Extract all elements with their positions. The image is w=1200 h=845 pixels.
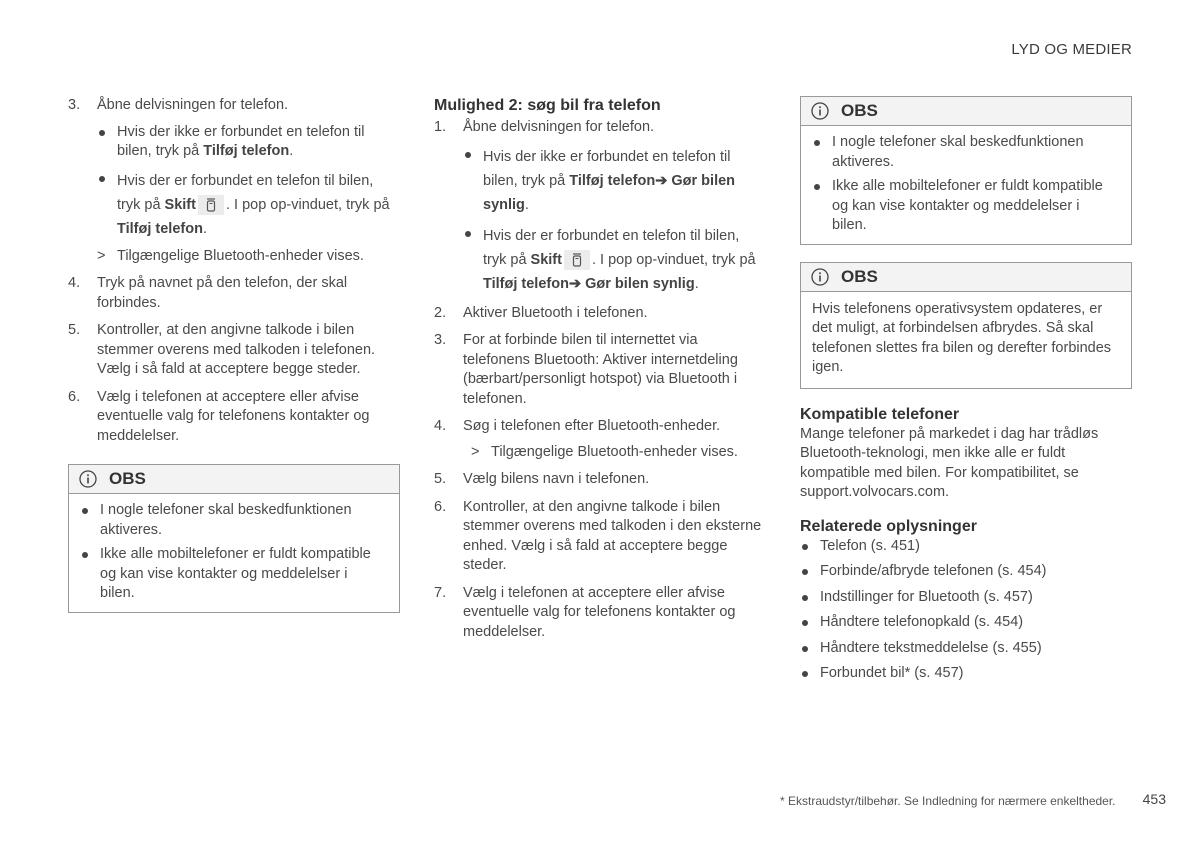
section-header: LYD OG MEDIER xyxy=(1011,41,1132,58)
step-6 xyxy=(434,498,766,576)
note-list xyxy=(80,501,385,604)
note-text: Hvis telefonens operativsystem opdateres, er det muligt, at forbindelsen afbrydes. Så skal telefonen slettes fra bilen og derefter forbindes igen. xyxy=(812,300,1112,375)
section-heading: Relaterede oplysninger xyxy=(800,517,977,535)
list-item: Hvis der ikke er forbundet en telefon til bilen, tryk på Tilføj telefon➔ Gør bilen synlig. xyxy=(463,145,766,217)
ui-term-switch: Skift xyxy=(164,196,196,213)
ui-term-add-phone: Tilføj telefon xyxy=(117,220,203,237)
step-3 xyxy=(68,96,400,266)
step-text: Aktiver Bluetooth i telefonen. xyxy=(463,304,648,321)
step-5 xyxy=(434,470,766,490)
arrow-icon: ➔ xyxy=(655,172,668,189)
step-4 xyxy=(68,274,400,313)
info-icon xyxy=(79,470,97,488)
list-item: Ikke alle mobiltelefoner er fuldt kompatible og kan vise kontakter og meddelelser i bilen. xyxy=(812,177,1117,236)
section-heading: Kompatible telefoner xyxy=(800,405,960,423)
note-label: OBS xyxy=(841,101,878,120)
note-header xyxy=(69,465,399,494)
list-item: Hvis der er forbundet en telefon til bilen, tryk på Skift . I pop op-vinduet, tryk på Tilføj telefon. xyxy=(97,169,400,241)
footnote: * Ekstraudstyr/tilbehør. Se Indledning for nærmere enkeltheder. xyxy=(780,794,1116,808)
related-link[interactable]: Forbundet bil* (s. 457) xyxy=(800,664,1132,684)
step-3-bullets xyxy=(97,123,400,241)
info-icon xyxy=(811,268,829,286)
list-item: Ikke alle mobiltelefoner er fuldt kompatible og kan vise kontakter og meddelelser i bilen. xyxy=(80,545,385,604)
related-link[interactable]: Forbinde/afbryde telefonen (s. 454) xyxy=(800,562,1132,582)
info-icon xyxy=(811,102,829,120)
step-text: Kontroller, at den angivne talkode i bilen stemmer overens med talkoden i den eksterne enhed. Vælg i så fald at acceptere begge steder. xyxy=(463,498,762,573)
step-text: Søg i telefonen efter Bluetooth-enheder. xyxy=(463,418,721,434)
compat-text: Mange telefoner på markedet i dag har trådløs Bluetooth-teknologi, men ikke alle er fuldt kompatible med bilen. For kompatibilitet, se support.volvocars.com. xyxy=(800,425,1099,500)
step-number: 6. xyxy=(68,388,81,405)
step-number: 4. xyxy=(434,418,447,434)
step-text: For at forbinde bilen til internettet via telefonens Bluetooth: Aktiver internetdeling (bærbart/personligt hotspot) via Bluetooth i telefonen. xyxy=(463,332,738,407)
step-number: 2. xyxy=(434,304,447,321)
note-box xyxy=(800,96,1132,245)
related-list xyxy=(800,537,1132,684)
step-2 xyxy=(434,304,766,324)
step-text: Åbne delvisningen for telefon. xyxy=(97,97,289,113)
step-number: 6. xyxy=(434,498,447,515)
list-item: Hvis der ikke er forbundet en telefon til bilen, tryk på Tilføj telefon. xyxy=(97,123,400,162)
step-text: Vælg i telefonen at acceptere eller afvise eventuelle valg for telefonens kontakter og meddelelser. xyxy=(463,584,736,640)
step-number: 5. xyxy=(68,322,81,338)
switch-phone-icon xyxy=(198,195,224,215)
step-number: 5. xyxy=(434,471,447,487)
step-number: 7. xyxy=(434,584,447,601)
column-2 xyxy=(434,96,766,642)
step-result: > Tilgængelige Bluetooth-enheder vises. xyxy=(471,443,738,460)
list-item: Hvis der er forbundet en telefon til bilen, tryk på Skift . I pop op-vinduet, tryk på Tilføj telefon➔ Gør bilen synlig. xyxy=(463,224,766,296)
note-label: OBS xyxy=(109,469,146,488)
note-label: OBS xyxy=(841,266,878,286)
page-number: 453 xyxy=(1142,791,1166,807)
step-number: 3. xyxy=(434,332,447,348)
step-text: Kontroller, at den angivne talkode i bilen stemmer overens med talkoden i telefonen. Vælg i så fald at acceptere begge steder. xyxy=(97,322,376,377)
section-heading: Mulighed 2: søg bil fra telefon xyxy=(434,97,661,114)
steps-list-1 xyxy=(68,96,400,446)
related-link[interactable]: Håndtere telefonopkald (s. 454) xyxy=(800,613,1132,633)
note-header xyxy=(801,97,1131,126)
related-link[interactable]: Indstillinger for Bluetooth (s. 457) xyxy=(800,588,1132,608)
step-number: 3. xyxy=(68,97,81,113)
step-6 xyxy=(68,388,400,447)
step-7 xyxy=(434,584,766,643)
related-link[interactable]: Håndtere tekstmeddelelse (s. 455) xyxy=(800,639,1132,659)
step-text: Vælg bilens navn i telefonen. xyxy=(463,471,650,487)
step-result: > Tilgængelige Bluetooth-enheder vises. xyxy=(97,247,364,264)
step-number: 4. xyxy=(68,275,81,291)
column-1 xyxy=(68,96,400,613)
step-number: 1. xyxy=(434,119,447,135)
note-box xyxy=(68,464,400,613)
ui-term-switch: Skift xyxy=(530,251,562,268)
steps-list-2 xyxy=(434,118,766,642)
step-1 xyxy=(434,118,766,296)
note-list xyxy=(812,133,1117,236)
column-3 xyxy=(800,96,1132,684)
step-3 xyxy=(434,331,766,409)
step-text: Tryk på navnet på den telefon, der skal forbindes. xyxy=(97,275,348,311)
step-1-bullets xyxy=(463,145,766,296)
step-5 xyxy=(68,321,400,380)
list-item: I nogle telefoner skal beskedfunktionen aktiveres. xyxy=(80,501,385,540)
step-text: Vælg i telefonen at acceptere eller afvise eventuelle valg for telefonens kontakter og meddelelser. xyxy=(97,388,370,444)
related-link[interactable]: Telefon (s. 451) xyxy=(800,537,1132,557)
note-header xyxy=(801,263,1131,292)
step-4 xyxy=(434,417,766,462)
note-box xyxy=(800,262,1132,389)
arrow-icon: ➔ xyxy=(568,275,582,292)
step-text: Åbne delvisningen for telefon. xyxy=(463,119,655,135)
ui-term-add-phone: Tilføj telefon xyxy=(203,143,290,159)
switch-phone-icon xyxy=(564,250,590,270)
list-item: I nogle telefoner skal beskedfunktionen aktiveres. xyxy=(812,133,1117,172)
